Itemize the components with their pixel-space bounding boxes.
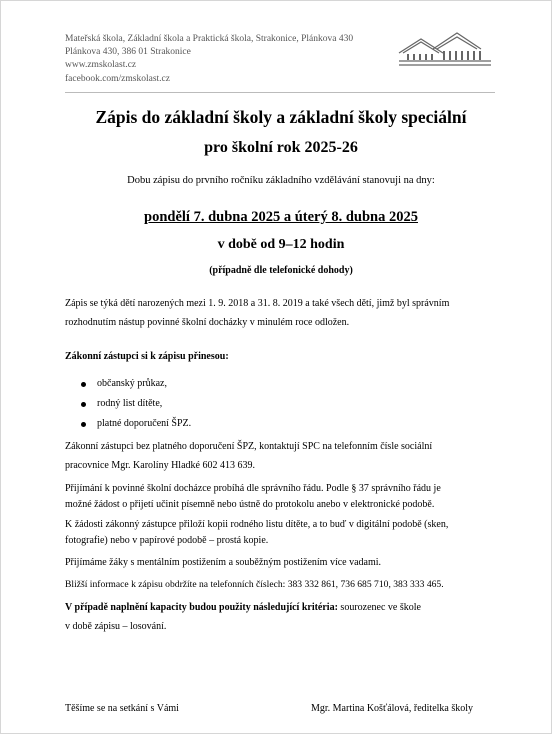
list-item: rodný list dítěte, — [79, 394, 191, 414]
criteria-paragraph — [65, 598, 497, 636]
school-name: Mateřská škola, Základní škola a Praktická škola, Strakonice, Plánkova 430 — [65, 34, 354, 44]
spc-line: pracovnice Mgr. Karolíny Hladké 602 413 639. — [65, 460, 255, 471]
copy-line: fotografie) nebo v papírové podobě – prostá kopie. — [65, 535, 269, 546]
enrollment-time: v době od 9–12 hodin — [217, 237, 345, 252]
school-building-logo — [397, 31, 493, 71]
signature: Mgr. Martina Košťálová, ředitelka školy — [311, 703, 474, 714]
closing-greeting: Těšíme se na setkání s Vámi — [65, 703, 179, 714]
admission-paragraph — [65, 481, 497, 513]
criteria-text: v době zápisu – losování. — [65, 621, 167, 632]
documents-list — [79, 374, 191, 434]
spc-paragraph — [65, 437, 497, 475]
eligibility-line: rozhodnutím nástup povinné školní docházky v minulém roce odložen. — [65, 317, 350, 328]
school-address: Plánkova 430, 386 01 Strakonice — [65, 47, 191, 58]
eligibility-paragraph — [65, 294, 497, 332]
copy-paragraph — [65, 517, 497, 549]
school-year: pro školní rok 2025-26 — [204, 139, 358, 156]
criteria-heading: V případě naplnění kapacity budou použity následující kritéria: — [65, 602, 338, 613]
spc-line: Zákonní zástupci bez platného doporučení ŠPZ, kontaktují SPC na telefonním čísle sociální — [65, 441, 433, 452]
list-item: občanský průkaz, — [79, 374, 191, 394]
intro-text: Dobu zápisu do prvního ročníku základního vzdělávání stanovuji na dny: — [127, 175, 435, 186]
enrollment-dates: pondělí 7. dubna 2025 a úterý 8. dubna 2025 — [144, 209, 418, 225]
header-divider — [65, 92, 495, 93]
admission-line: možné žádost o přijetí učinit písemně nebo ústně do protokolu anebo v elektronické podobě. — [65, 499, 435, 510]
school-header — [65, 33, 405, 86]
school-website: www.zmskolast.cz — [65, 60, 137, 71]
documents-heading: Zákonní zástupci si k zápisu přinesou: — [65, 351, 229, 362]
acceptance-paragraph: Přijímáme žáky s mentálním postižením a souběžným postižením více vadami. — [65, 557, 382, 568]
info-paragraph: Bližší informace k zápisu obdržíte na telefonních číslech: 383 332 861, 736 685 710, 383 333 465. — [65, 579, 444, 590]
phone-arrangement-note: (případně dle telefonické dohody) — [209, 265, 353, 276]
copy-line: K žádosti zákonný zástupce přiloží kopii rodného listu dítěte, a to buď v digitální podobě (sken, — [65, 519, 449, 530]
page-title: Zápis do základní školy a základní školy speciální — [95, 107, 467, 127]
list-item: platné doporučení ŠPZ. — [79, 414, 191, 434]
school-facebook: facebook.com/zmskolast.cz — [65, 73, 170, 84]
admission-line: Přijímání k povinné školní docházce probíhá dle správního řádu. Podle § 37 správního řádu je — [65, 483, 441, 494]
eligibility-line: Zápis se týká dětí narozených mezi 1. 9. 2018 a 31. 8. 2019 a také všech dětí, jimž byl správním — [65, 298, 450, 309]
criteria-text: sourozenec ve škole — [337, 602, 421, 613]
